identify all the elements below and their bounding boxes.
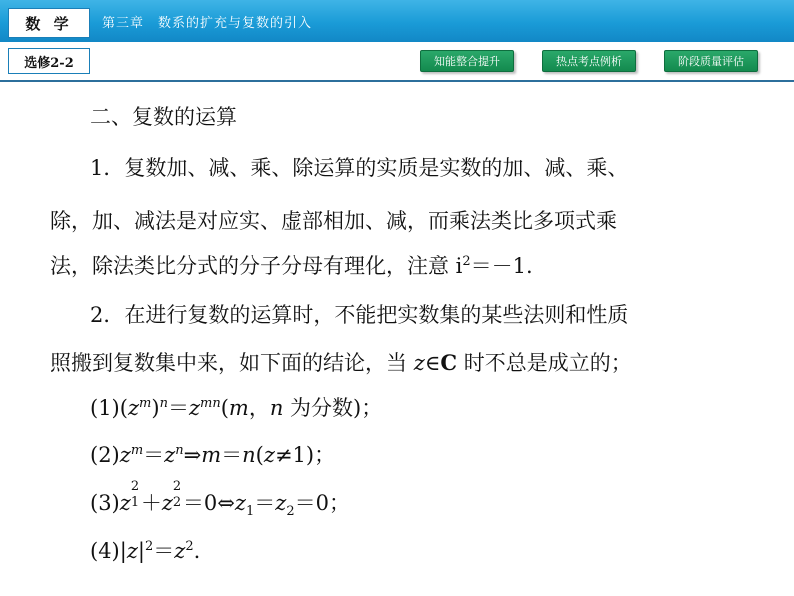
subject-label: 数 学 (8, 8, 90, 38)
math-symbol: ∈ (424, 351, 441, 375)
chapter-title: 第三章 数系的扩充与复数的引入 (102, 16, 313, 31)
math-exp: 2 (185, 539, 194, 554)
paragraph-2-line-2 (50, 347, 632, 377)
nav-button-hotspots[interactable]: 热点考点例析 (542, 50, 636, 72)
math-exp: 2 (144, 539, 154, 554)
paragraph-1-line-3-tail: ＝－1. (470, 254, 533, 278)
math-exp: 2 (172, 479, 182, 494)
math-sub: 1 (130, 495, 140, 510)
formula-text: ＝ (254, 491, 276, 515)
formula-text: ＝ (221, 443, 243, 467)
math-exp: 2 (130, 479, 140, 494)
math-var: z (275, 491, 287, 515)
formula-text: ＝0⇔ (182, 491, 235, 515)
math-var: z (119, 443, 131, 467)
formula-text: ( (220, 396, 229, 420)
formula-text: ， (248, 396, 270, 420)
math-var: z (263, 443, 275, 467)
math-exp: mn (200, 396, 221, 411)
nav-button-summary[interactable]: 知能整合提升 (420, 50, 514, 72)
math-set: C (440, 350, 458, 375)
math-sub: 1 (245, 504, 255, 520)
formula-text: ＝ (167, 396, 189, 420)
formula-text: (3) (90, 491, 120, 515)
formula-text: ) (151, 396, 160, 420)
formula-text: ＝ (143, 443, 165, 467)
elective-label: 选修2-2 (8, 48, 90, 74)
formula-text: (4)| (90, 539, 127, 563)
math-exp: m (139, 396, 152, 411)
paragraph-2-line-1: 2．在进行复数的运算时，不能把实数集的某些法则和性质 (90, 303, 629, 327)
section-title: 二、复数的运算 (90, 105, 237, 129)
math-var: m (228, 396, 249, 420)
formula-4 (90, 535, 200, 565)
formula-text: (1)( (90, 396, 128, 420)
formula-text: ＋ (140, 491, 162, 515)
math-var: z (126, 539, 138, 563)
formula-3 (90, 479, 350, 520)
math-var: z (174, 539, 186, 563)
math-exp: n (159, 396, 168, 411)
paragraph-1-line-3-text: 法，除法类比分式的分子分母有理化，注意 i (50, 254, 463, 278)
nav-button-assessment[interactable]: 阶段质量评估 (664, 50, 758, 72)
paragraph-2-line-2-tail: 时不总是成立的； (457, 351, 632, 375)
formula-text: | (137, 539, 145, 563)
formula-text: (2) (90, 443, 120, 467)
math-var: n (269, 396, 284, 420)
math-var: z (413, 351, 425, 375)
math-var: m (201, 443, 222, 467)
formula-text: . (193, 539, 201, 563)
math-var: z (188, 396, 201, 420)
formula-text: 为分数)； (283, 396, 383, 420)
header-divider (0, 80, 794, 82)
paragraph-2-line-2-text: 照搬到复数集中来，如下面的结论，当 (50, 351, 414, 375)
math-var: z (161, 491, 173, 515)
formula-text: ＝0； (294, 491, 350, 515)
math-var: z (164, 443, 176, 467)
header-bar (0, 0, 794, 42)
math-var: z (127, 396, 140, 420)
math-sub: 2 (286, 504, 295, 520)
formula-1 (90, 392, 382, 422)
formula-2 (90, 439, 335, 469)
math-var: z (119, 491, 131, 515)
paragraph-1-line-3 (50, 250, 533, 280)
formula-text: ＝ (153, 539, 175, 563)
math-var: n (242, 443, 256, 467)
math-exp: n (175, 443, 184, 458)
math-var: z (234, 491, 246, 515)
formula-text: ( (255, 443, 264, 467)
math-sub: 2 (172, 495, 182, 510)
formula-text: ≠1)； (274, 443, 336, 467)
paragraph-1-line-1: 1．复数加、减、乘、除运算的实质是实数的加、减、乘、 (90, 156, 629, 180)
formula-text: ⇒ (183, 443, 202, 467)
math-exp: m (130, 443, 144, 458)
superscript: 2 (462, 254, 471, 269)
paragraph-1-line-2: 除，加、减法是对应实、虚部相加、减，而乘法类比多项式乘 (50, 209, 617, 233)
